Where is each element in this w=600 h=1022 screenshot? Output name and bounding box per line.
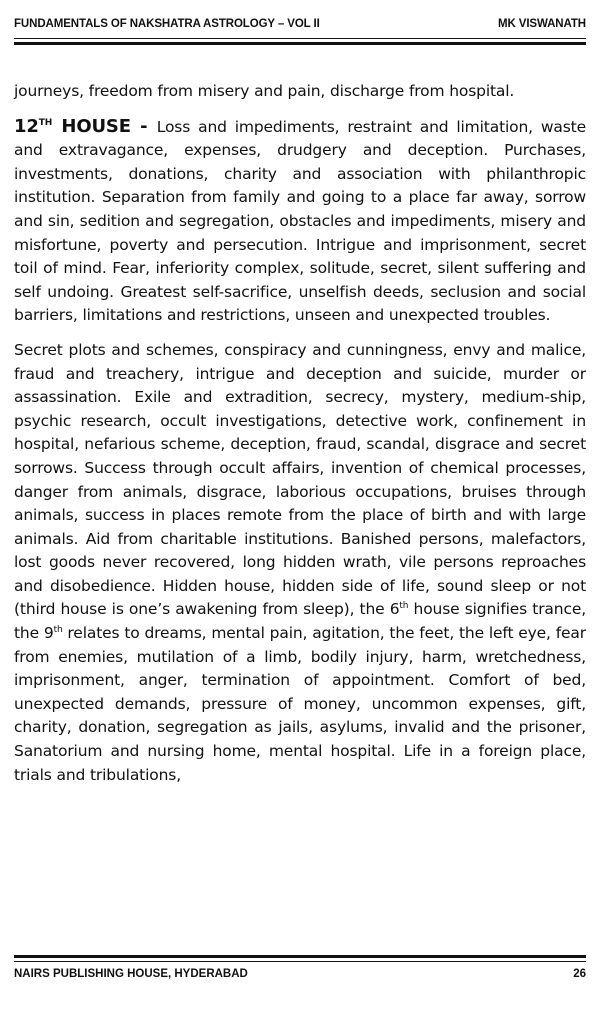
secret-plots-paragraph bbox=[14, 339, 586, 787]
house12-paragraph bbox=[14, 115, 586, 328]
publisher-name: NAIRS PUBLISHING HOUSE, HYDERABAD bbox=[14, 968, 248, 980]
para3-sup-9th: th bbox=[53, 624, 63, 635]
house12-text: Loss and impediments, restraint and limitation, waste and extravagance, expenses, drudgery and deception. Purchases, investments, donations, charity and association with philanthropic institution. Separation from family and going to a place far away, sorrow and sin, sedition and segregation, obstacles and impediments, misery and misfortune, poverty and persecution. Intrigue and imprisonment, secret toil of mind. Fear, inferiority complex, solitude, secret, silent suffering and self undoing. Greatest self-sacrifice, unselfish deeds, seclusion and social barriers, limitations and restrictions, unseen and unexpected troubles. bbox=[14, 117, 586, 325]
book-title: FUNDAMENTALS OF NAKSHATRA ASTROLOGY – VOL II bbox=[14, 18, 320, 30]
page-footer bbox=[14, 968, 586, 988]
para3-sup-6th: th bbox=[399, 601, 409, 612]
page-number: 26 bbox=[573, 968, 586, 980]
header-rule-thin bbox=[14, 38, 586, 39]
intro-paragraph: journeys, freedom from misery and pain, discharge from hospital. bbox=[14, 82, 515, 100]
para3-part1: Secret plots and schemes, conspiracy and cunningness, envy and malice, fraud and treachery, intrigue and deception and suicide, murder or assassination. Exile and extradition, secrecy, mystery, medium-ship, psychic research, occult investigations, detective work, confinement in hospital, nefarious scheme, deception, fraud, scandal, disgrace and secret sorrows. Success through occult affairs, invention of chemical processes, danger from animals, disgrace, laborious occupations, bruises through animals, success in places remote from the place of birth and with large animals. Aid from charitable institutions. Banished persons, malefactors, lost goods never recovered, long hidden wrath, vile persons reproaches and disobedience. Hidden house, hidden side of life, sound sleep or not (third house is one’s awakening from sleep), the 6 bbox=[14, 340, 586, 619]
house12-heading-number: 12 bbox=[14, 115, 39, 137]
footer-rule-thick bbox=[14, 955, 586, 958]
body-text bbox=[14, 80, 586, 798]
house12-heading-suffix: TH bbox=[38, 117, 53, 128]
author-name: MK VISWANATH bbox=[497, 18, 586, 30]
house12-heading bbox=[14, 116, 157, 137]
house12-heading-word: HOUSE - bbox=[52, 115, 157, 137]
para3-part2: house signifies trance, the 9 bbox=[14, 600, 586, 643]
footer-rule-thin bbox=[14, 961, 586, 962]
page-header bbox=[14, 18, 586, 38]
header-rule-thick bbox=[14, 42, 586, 45]
para3-part3: relates to dreams, mental pain, agitation, the feet, the left eye, fear from enemies, mutilation of a limb, bodily injury, harm, wretchedness, imprisonment, anger, termination of appointment. Comfort of bed, unexpected demands, pressure of money, uncommon expenses, gift, charity, donation, segregation as jails, asylums, invalid and the prisoner, Sanatorium and nursing home, mental hospital. Life in a foreign place, trials and tribulations, bbox=[14, 624, 586, 784]
